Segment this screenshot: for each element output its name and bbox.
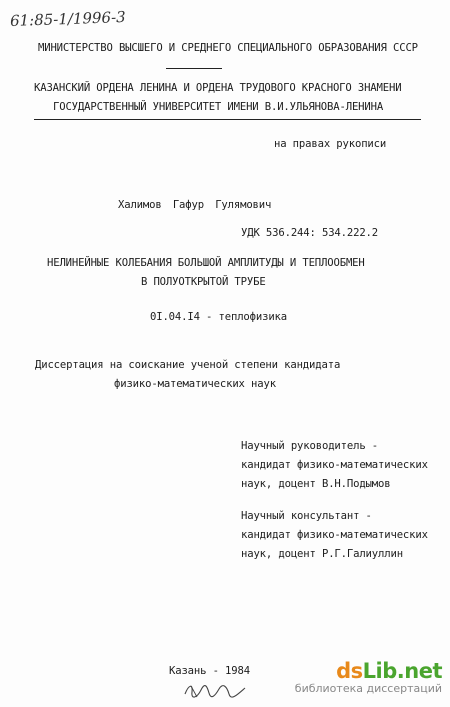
title-line-1: НЕЛИНЕЙНЫЕ КОЛЕБАНИЯ БОЛЬШОЙ АМПЛИТУДЫ И ТЕПЛООБМЕН — [47, 257, 365, 269]
dslib-watermark[interactable] — [295, 660, 442, 695]
consultant-line-2: кандидат физико-математических — [241, 529, 428, 541]
university-line-1: КАЗАНСКИЙ ОРДЕНА ЛЕНИНА И ОРДЕНА ТРУДОВОГО КРАСНОГО ЗНАМЕНИ — [34, 82, 402, 94]
ministry-line: МИНИСТЕРСТВО ВЫСШЕГО И СРЕДНЕГО СПЕЦИАЛЬНОГО ОБРАЗОВАНИЯ СССР — [38, 42, 418, 54]
author-name: Халимов Гафур Гулямович — [118, 199, 272, 211]
university-line-2: ГОСУДАРСТВЕННЫЙ УНИВЕРСИТЕТ ИМЕНИ В.И.УЛЬЯНОВА-ЛЕНИНА — [53, 101, 384, 113]
header-divider — [166, 68, 222, 69]
udc-code: УДК 536.244: 534.222.2 — [241, 227, 379, 239]
specialty: 0I.04.I4 - теплофизика — [150, 311, 288, 323]
dslib-logo: dsLib.net — [336, 659, 442, 683]
place-year: Казань - 1984 — [169, 665, 250, 677]
consultant-line-1: Научный консультант - — [241, 510, 372, 522]
university-underline — [34, 119, 421, 120]
archive-mark: 61:85-1/1996-3 — [9, 7, 126, 31]
supervisor-line-1: Научный руководитель - — [241, 440, 379, 452]
dissertation-line-2: физико-математических наук — [114, 378, 276, 390]
supervisor-line-3: наук, доцент В.Н.Подымов — [241, 478, 391, 490]
dissertation-line-1: Диссертация на соискание ученой степени кандидата — [35, 359, 341, 371]
title-line-2: В ПОЛУОТКРЫТОЙ ТРУБЕ — [141, 276, 266, 288]
handwritten-signature — [183, 682, 247, 700]
supervisor-line-2: кандидат физико-математических — [241, 459, 428, 471]
dslib-subtitle: библиотека диссертаций — [294, 682, 442, 695]
consultant-line-3: наук, доцент Р.Г.Галиуллин — [241, 548, 403, 560]
rights-note: на правах рукописи — [274, 138, 387, 150]
